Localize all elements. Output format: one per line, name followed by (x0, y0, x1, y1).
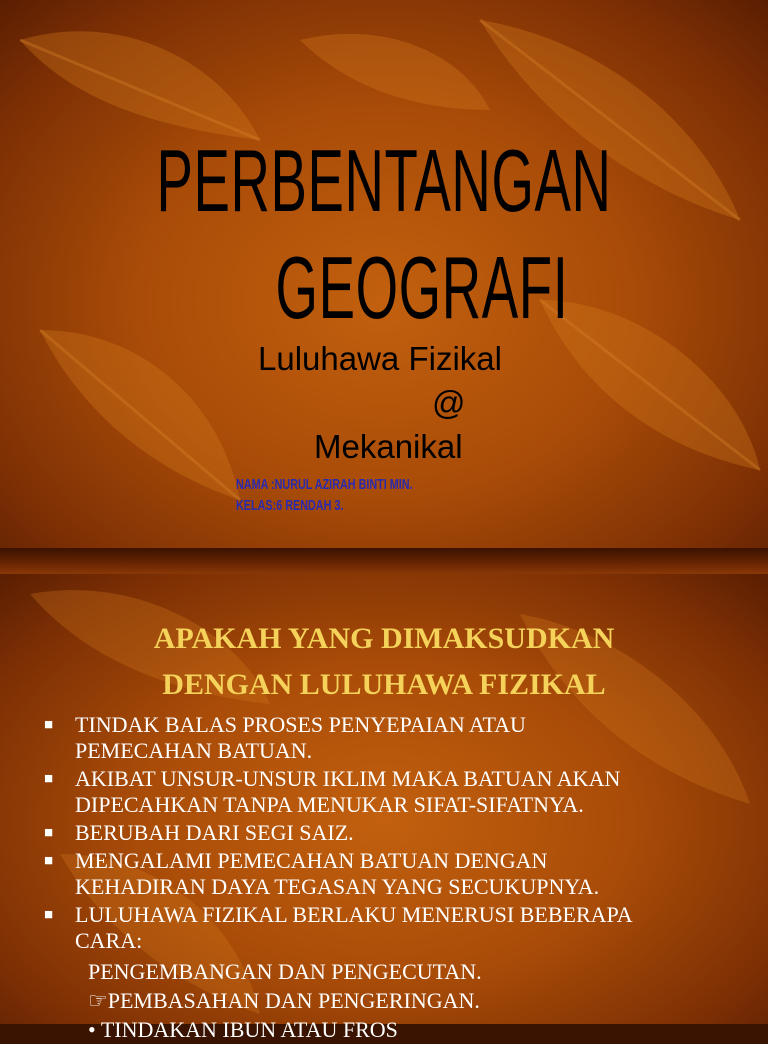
list-item: ■ BERUBAH DARI SEGI SAIZ. (44, 820, 354, 845)
square-bullet-icon: ■ (44, 771, 54, 787)
subtitle-at: @ (432, 384, 466, 421)
square-bullet-icon: ■ (44, 825, 54, 841)
content-slide (0, 574, 768, 1042)
heading-line-1: APAKAH YANG DIMAKSUDKAN (153, 622, 615, 655)
square-bullet-icon: ■ (44, 853, 54, 869)
sub-item: PENGEMBANGAN DAN PENGECUTAN. (88, 959, 482, 984)
list-item: ■ TINDAK BALAS PROSES PENYEPAIAN ATAU PEMECAHAN BATUAN. (44, 712, 526, 763)
list-item: ■ MENGALAMI PEMECAHAN BATUAN DENGAN KEHADIRAN DAYA TEGASAN YANG SECUKUPNYA. (44, 848, 600, 899)
subtitle-line-2: Mekanikal (314, 428, 463, 465)
definition-list (44, 712, 744, 956)
student-name: NAMA :NURUL AZIRAH BINTI MIN. (236, 476, 413, 493)
square-bullet-icon: ■ (44, 907, 54, 923)
bullet-icon: • (88, 1017, 96, 1042)
list-item: ■ AKIBAT UNSUR-UNSUR IKLIM MAKA BATUAN AKAN DIPECAHKAN TANPA MENUKAR SIFAT-SIFATNYA. (44, 766, 621, 817)
sub-item: ☞PEMBASAHAN DAN PENGERINGAN. (88, 988, 480, 1013)
pointing-hand-icon: ☞ (88, 988, 108, 1013)
title-line-2: GEOGRAFI (275, 238, 569, 337)
square-bullet-icon: ■ (44, 717, 54, 733)
sub-item: • TINDAKAN IBUN ATAU FROS (88, 1017, 398, 1042)
list-item: ■ LULUHAWA FIZIKAL BERLAKU MENERUSI BEBERAPA CARA: (44, 902, 633, 953)
subtitle-line-1: Luluhawa Fizikal (258, 340, 502, 377)
student-class: KELAS:6 RENDAH 3. (236, 497, 344, 514)
slide-divider (0, 548, 768, 574)
title-line-1: PERBENTANGAN (156, 131, 612, 230)
heading-line-2: DENGAN LULUHAWA FIZIKAL (162, 668, 606, 701)
